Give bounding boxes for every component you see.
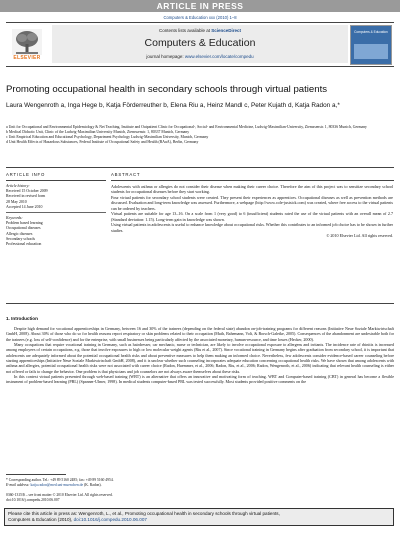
journal-masthead [52,25,348,63]
journal-citation-top[interactable]: Computers & Education xxx (2010) 1–8 [163,15,237,20]
divider [111,180,394,181]
abstract-body [111,184,393,239]
citation-notice-box [4,508,394,526]
keyword-item: Problem based learning [6,221,43,226]
sciencedirect-link[interactable]: ScienceDirect [211,28,242,33]
keyword-item: Professional education [6,242,42,247]
journal-cover-thumbnail[interactable] [350,25,392,65]
divider [6,303,394,304]
revised-label: Received in revised form [6,194,46,199]
affiliation-c: c Unit Empirical Education and Educational Psychology, Department Psychology Ludwig-Maximilian University, Munich, Germany [6,135,209,140]
affiliation-a: a Unit for Occupational and Environmental Epidemiology & Net Teaching, Institute and Outpatient Clinic for Occupational-, Social- and Environmental Medicine, Ludwig-Maximilian-University, Ziemssenstr. 1, 80336 Munich, Germany [6,125,367,129]
homepage-link[interactable]: www.elsevier.com/locate/compedu [184,54,254,59]
contents-availability [52,28,348,33]
keyword-item: Secondary schools [6,236,36,241]
email-label: E-mail address: [6,482,31,487]
abstract-paragraph: Adolescents with asthma or allergies do not consider their disease when making their career choice. Therefore the aim of this project was to sensitize secondary school students for occupational diseases before they start working. [111,184,393,195]
email-link[interactable]: katja.radon@med.uni-muenchen.de [30,482,84,487]
keywords-label: Keywords: [6,216,23,221]
citation-notice-line2 [8,517,393,523]
keyword-item: Allergic diseases [6,231,33,236]
keyword-item: Occupational diseases [6,226,41,231]
body-paragraph: In this context virtual patients presented through web-based training (WBT) is an alternative that offers an innovative and motivating form of teaching. WBT and Computer-based training (CBT) in general has become a flexible instrument of problem-based learning (PBL) (Spanner-Ulmer, 1998). In medical students computer-based PBL was tested successfully. Most students provided positive comments on the [6,374,394,385]
homepage-prefix: journal homepage: [146,54,185,59]
body-paragraph: Despite high demand for vocational apprenticeships in Germany, between 16 and 30% of the trainees (depending on the federal state) abandon on-job-training programs for different reasons (Initiative Neue Soziale Marktwirtschaft GmbH, 2008). About 30% of those who do so for health reasons report respiratory or skin problems related to their occupation (Muth, Bahemann, Volt, & Borsch-Galetke, 2005). Consequences of the abandonment are undesirable both for the trainees (e.g. loss of self-confidence) and for the enterprise, with small businesses being particularly affected by the associated monetary, human-resource, and time losses (Hecker, 2000). [6,326,394,342]
article-info [6,184,106,247]
publisher-name: ELSEVIER [13,55,41,61]
article-info-heading: ARTICLE INFO [6,172,46,177]
journal-header [6,22,394,67]
email-suffix: (K. Radon). [83,482,102,487]
contents-prefix: Contents lists available at [158,28,212,33]
issn-line: 0360-1315/$ – see front matter © 2010 Elsevier Ltd. All rights reserved. [6,492,113,497]
abstract-paragraph: Using virtual patients in adolescents is useful to enhance knowledge about occupational risks. Whether this contributes to an informed job choice has to be shown in further studies. [111,222,393,233]
abstract-paragraph: Four virtual patients for secondary school students were created. They present their experiences as apprentices. Occupational diseases as well as prevention methods are discussed. Evaluation and long-term knowledge was assessed. Furthermore, a webpage (http://www.cole-justsick.com) was created, where free access to the virtual patients can be ordered by teachers. [111,194,393,211]
journal-homepage [52,54,348,59]
received-date: Received 15 October 2009 [6,189,48,194]
doi-line[interactable]: doi:10.1016/j.compedu.2010.06.007 [6,497,60,502]
tree-icon [12,29,42,55]
divider [6,180,106,181]
corresponding-author-note: * Corresponding author. Tel.: +49 89 5160 2485; fax: +49 89 5160 4954. [6,478,114,482]
citation-notice-line1: Please cite this article in press as: Wengenroth, L., et al., Promoting occupational health in secondary schools through virtual patients, [8,511,280,516]
email-line [6,483,394,488]
abstract-paragraph: Virtual patients are suitable for age 13–16. On a scale from 1 (very good) to 6 (insufficient) students rated the use of the virtual patients with an overall mean of 2.7 (Standard deviation: 1.15). Long-term gain in knowledge was shown. [111,211,393,222]
author-list[interactable]: Laura Wengenroth a, Inga Hege b, Katja Förderreuther b, Elena Riu a, Heinz Mandl c, Peter Kujath d, Katja Radon a,* [6,102,340,109]
citation-doi-link[interactable]: doi:10.1016/j.compedu.2010.06.007 [73,517,147,523]
divider [6,167,394,168]
elsevier-logo[interactable] [8,25,46,61]
affiliation-b: b Medical Didactic Unit, Clinic of the Ludwig-Maximilian University Munich, Ziemssenstr. 1, 80337 Munich, Germany [6,130,190,135]
introduction-body [6,326,394,385]
divider [6,212,106,213]
cover-title: Computers & Education [354,30,388,34]
journal-title: Computers & Education [144,37,256,49]
affiliations [6,125,394,145]
section-heading-introduction: 1. Introduction [6,316,38,321]
revised-date: 28 May 2010 [6,199,27,204]
history-label: Article history: [6,184,30,188]
copyright-notice: © 2010 Elsevier Ltd. All rights reserved. [326,233,393,239]
accepted-date: Accepted 14 June 2010 [6,204,43,209]
affiliation-d: d Unit Health Effects of Hazardous Substances, Federal Institute of Occupational Safety and Health (BAuA), Berlin, Germany [6,140,199,145]
body-paragraph: Many occupations that require vocational training in Germany, such as hairdresser, car mechanic, nurse or technician, are likely to involve occupational exposure to allergens and irritants. The incidence rate of rhinitis is increased among employees of certain occupations, e.g. those that involve exposures to high or low molecular weight agents (Riu et al., 2007). Since vocational training in Germany begins after graduation from secondary school, it is important that adolescents are adequately informed about the potential occupational health risks and about preventive measures to help them making an informed choice. Nevertheless, few adolescents consider evidence-based career counseling before starting apprenticeships (Initiative Neue Soziale Marktwirtschaft GmbH, 2008), and it is unclear whether such counseling incorporates adequate education concerning occupational health risks. We have shown that among adolescents with asthma and allergies, potential occupational health risks were not associated with career choice (Radon, Huemmer, et al., 2006; Radon, Riu, et al., 2006; Radon, Wengenroth, et al., 2006) indicating that relevant health counseling is either not offered or fails to change the behavior. One problem is that physicians and job counselors are not always aware themselves about these risks. [6,342,394,374]
cover-image-band [354,44,388,59]
footnote-divider [6,474,66,475]
abstract-heading: ABSTRACT [111,172,141,177]
article-title: Promoting occupational health in secondary schools through virtual patients [6,84,328,95]
article-in-press-banner: ARTICLE IN PRESS [0,0,400,12]
citation-notice-prefix: Computers & Education (2010), [8,517,74,523]
footnotes [6,478,394,503]
